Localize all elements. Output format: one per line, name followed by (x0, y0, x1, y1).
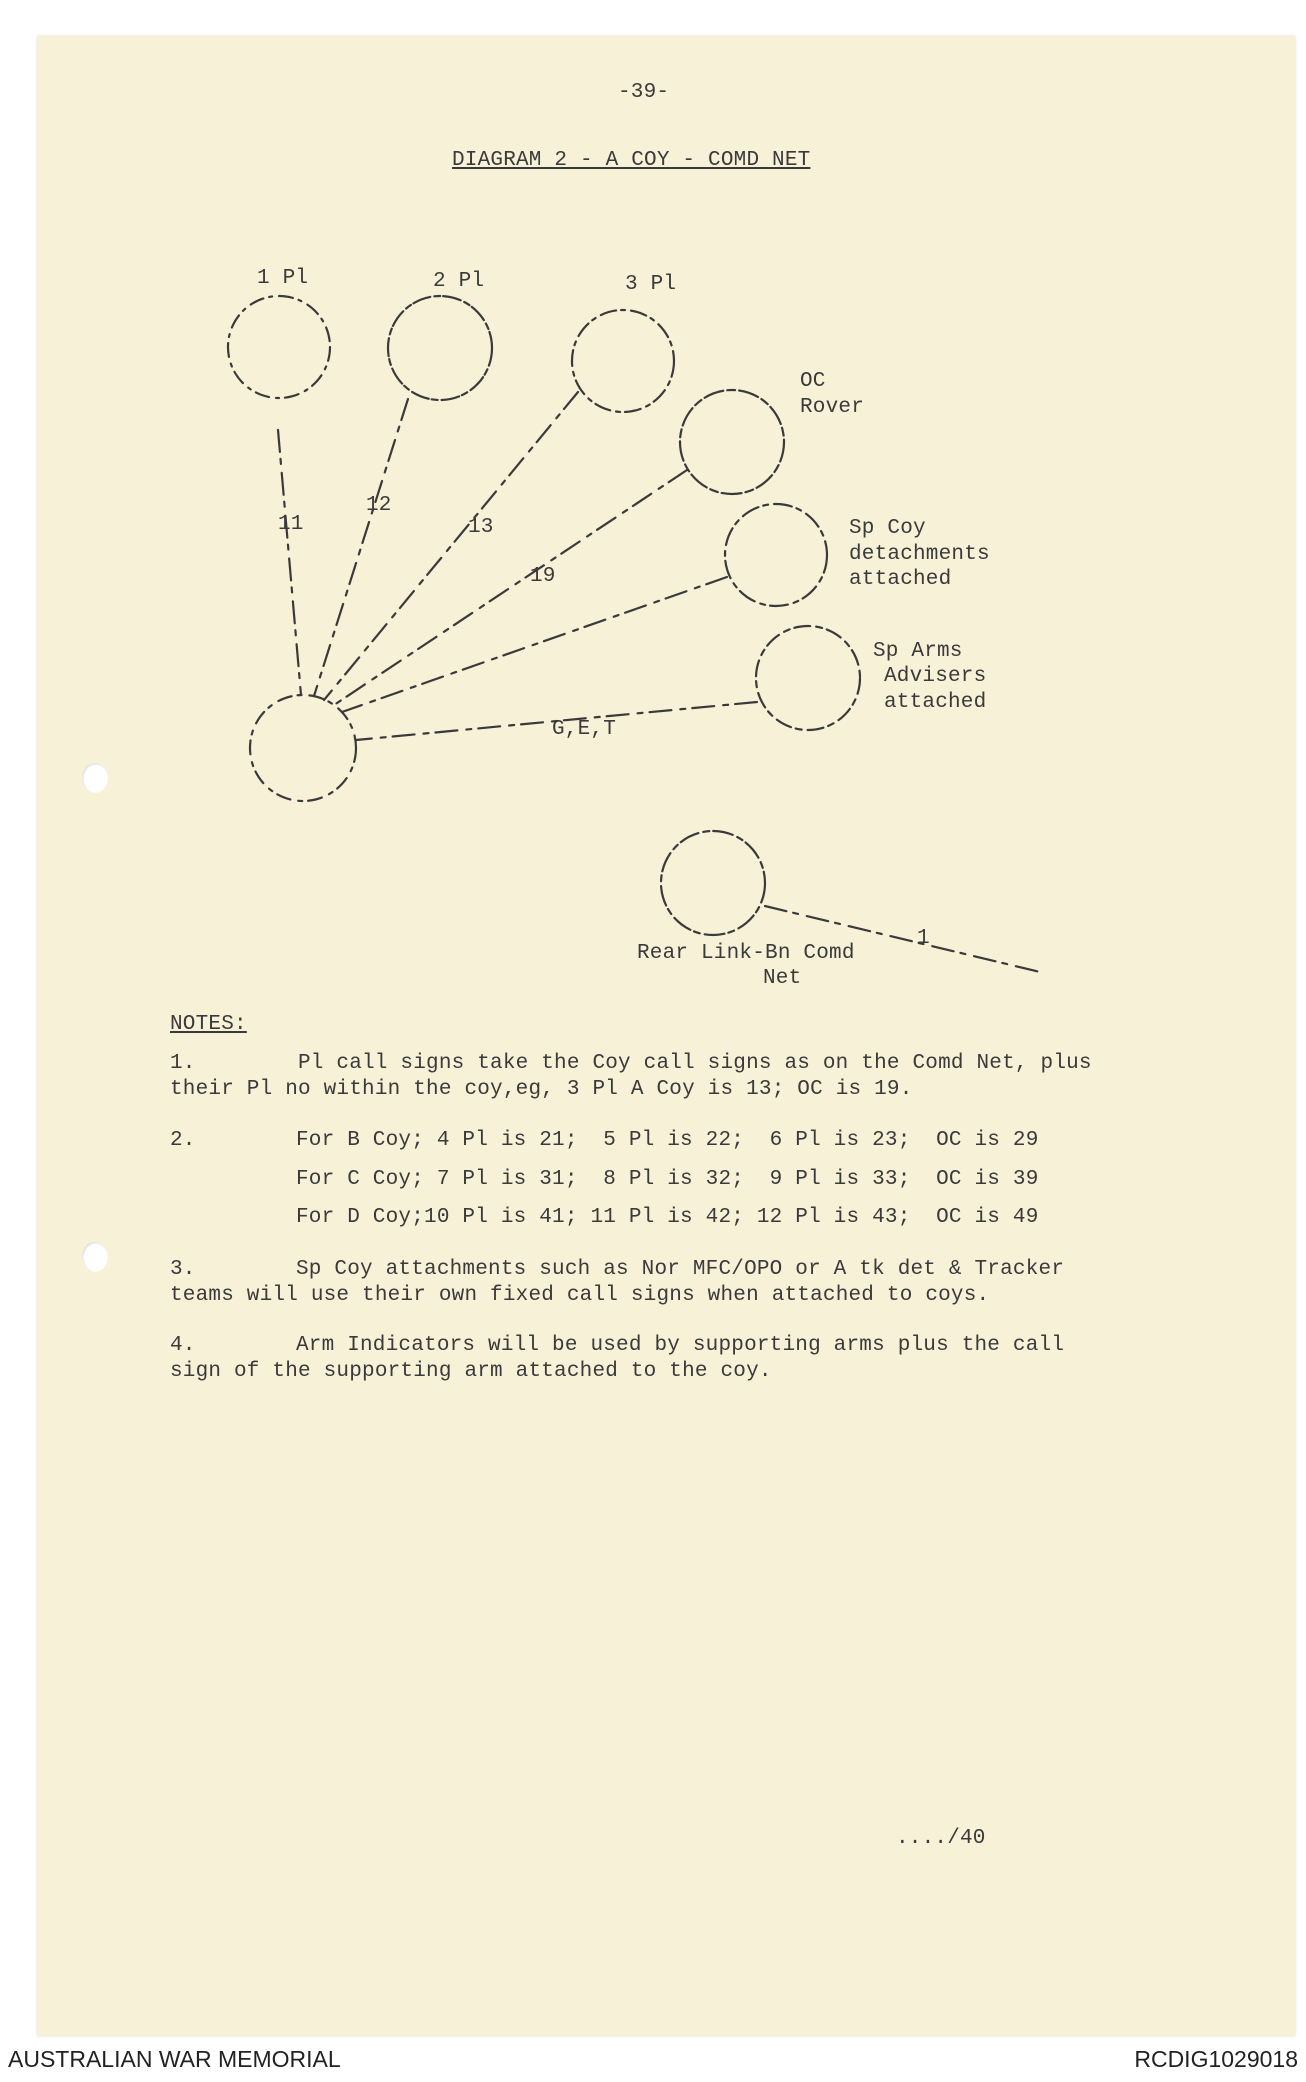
note-2-number: 2. (170, 1129, 196, 1152)
note-2-d-coy: For D Coy;10 Pl is 41; 11 Pl is 42; 12 Pl is 43; OC is 49 (296, 1206, 1039, 1229)
note-4-line-2: sign of the supporting arm attached to the coy. (170, 1360, 772, 1383)
note-4-number: 4. (170, 1334, 196, 1357)
callsign-11: 11 (278, 513, 304, 536)
note-3-line-2: teams will use their own fixed call signs when attached to coys. (170, 1284, 990, 1307)
station-sp-arms (756, 626, 860, 730)
callsign-12: 12 (366, 494, 392, 517)
note-1-number: 1. (170, 1052, 196, 1075)
callsign-get: G,E,T (552, 718, 617, 741)
punch-hole-bottom (82, 1242, 108, 1272)
label-2-pl: 2 Pl (433, 270, 485, 293)
label-sp-coy: Sp Coy (849, 517, 926, 540)
note-3-number: 3. (170, 1258, 196, 1281)
link-sp-coy (342, 577, 727, 712)
link-1-pl (278, 430, 301, 695)
footer-source: AUSTRALIAN WAR MEMORIAL (8, 2046, 341, 2072)
label-rover: Rover (800, 396, 865, 419)
comd-net-diagram (0, 0, 1306, 1000)
station-2-pl (388, 296, 492, 400)
note-2-c-coy: For C Coy; 7 Pl is 31; 8 Pl is 32; 9 Pl is 33; OC is 39 (296, 1168, 1039, 1191)
label-3-pl: 3 Pl (625, 273, 677, 296)
station-3-pl (572, 310, 674, 412)
notes-heading: NOTES: (170, 1013, 247, 1036)
note-1-line-2: their Pl no within the coy,eg, 3 Pl A Coy is 13; OC is 19. (170, 1078, 913, 1101)
page-number: -39- (618, 81, 670, 104)
note-4-line-1: Arm Indicators will be used by supporting arms plus the call (296, 1334, 1065, 1357)
note-3-line-1: Sp Coy attachments such as Nor MFC/OPO or A tk det & Tracker (296, 1258, 1065, 1281)
label-oc: OC (800, 370, 826, 393)
label-rear-link-net: Net (763, 967, 802, 990)
diagram-title: DIAGRAM 2 - A COY - COMD NET (452, 149, 811, 172)
callsign-1: 1 (917, 927, 930, 950)
label-sp-arms-attached: attached (884, 691, 987, 714)
station-1-pl (228, 296, 330, 398)
continuation-marker: ..../40 (896, 1827, 986, 1850)
station-rear-link (661, 831, 765, 935)
station-coy-hq (250, 695, 356, 801)
link-3-pl (324, 392, 578, 700)
note-1-line-1: Pl call signs take the Coy call signs as on the Comd Net, plus (298, 1052, 1092, 1075)
station-oc-rover (680, 390, 784, 494)
footer-id: RCDIG1029018 (1134, 2046, 1298, 2072)
note-2-b-coy: For B Coy; 4 Pl is 21; 5 Pl is 22; 6 Pl is 23; OC is 29 (296, 1129, 1039, 1152)
label-sp-arms: Sp Arms (873, 640, 963, 663)
label-rear-link: Rear Link-Bn Comd (637, 942, 855, 965)
callsign-19: 19 (530, 565, 556, 588)
link-2-pl (314, 399, 408, 696)
station-sp-coy (725, 504, 827, 606)
label-sp-arms-advisers: Advisers (884, 665, 987, 688)
label-sp-coy-attached: attached (849, 568, 952, 591)
label-1-pl: 1 Pl (257, 267, 309, 290)
label-sp-coy-detachments: detachments (849, 543, 990, 566)
callsign-13: 13 (468, 516, 494, 539)
